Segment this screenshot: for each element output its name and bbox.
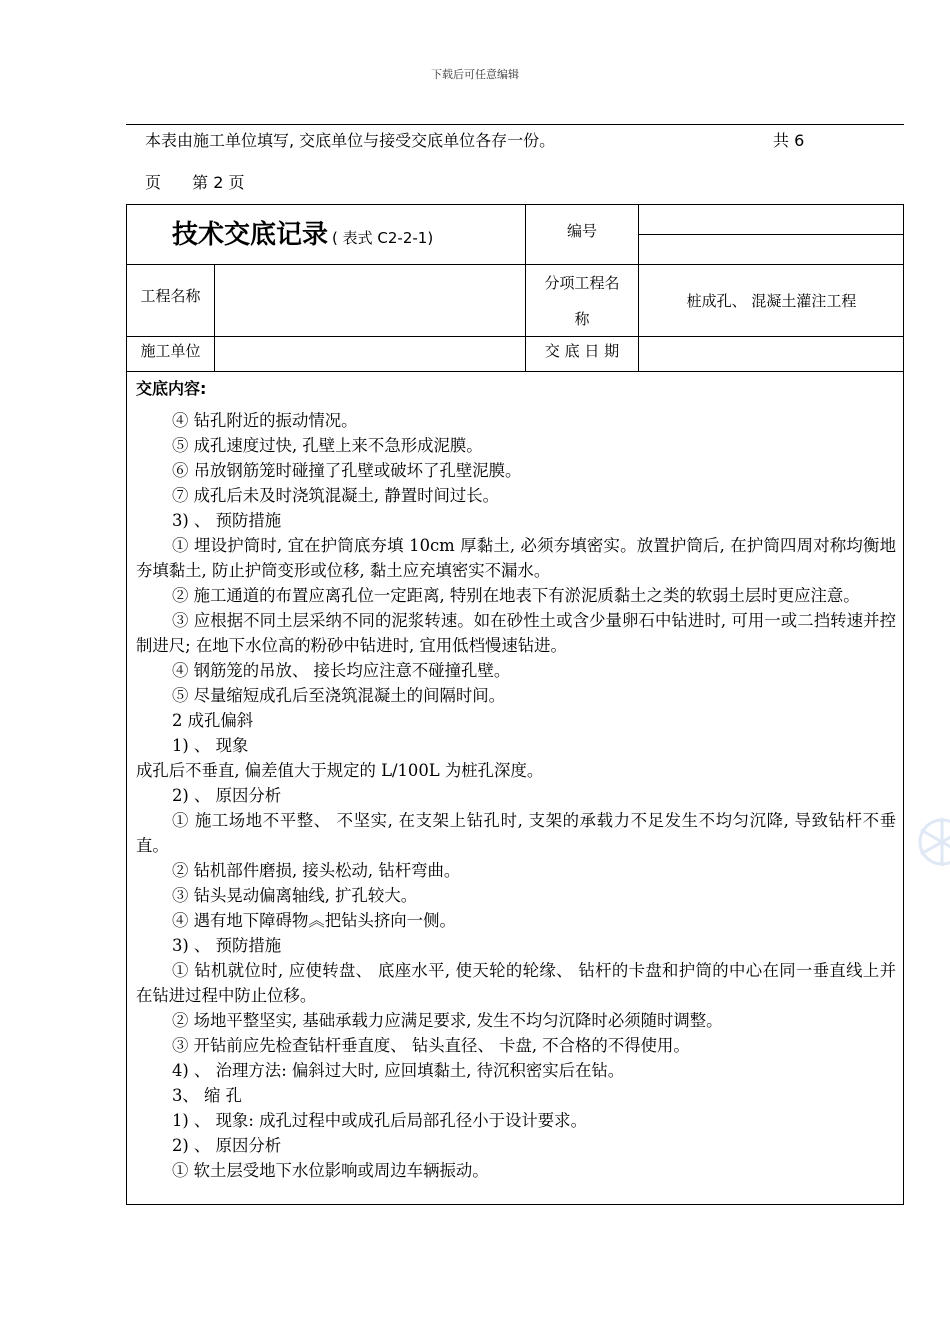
project-name-label: 工程名称 [140,287,201,305]
sub-project-label-line2: 称 [574,309,590,328]
date-label: 交 底 日 期 [544,342,620,360]
construction-unit-label: 施工单位 [140,342,201,360]
content-paragraph: ① 钻机就位时, 应使转盘、 底座水平, 使天轮的轮缘、 钻杆的卡盘和护筒的中心在同一垂直线上并在钻进过程中防止位移。 [136,961,896,1005]
form-title-text: 技术交底记录 [172,220,329,250]
sub-project-label [526,265,638,336]
top-rule [126,124,904,125]
content-paragraph: ② 钻机部件磨损, 接头松动, 钻杆弯曲。 [172,861,461,880]
content-paragraph: ④ 钻孔附近的振动情况。 [172,411,358,430]
content-paragraph: ④ 遇有地下障碍物︽把钻头挤向一侧。 [172,911,456,930]
content-paragraph: 4) 、 治理方法: 偏斜过大时, 应回填黏土, 待沉积密实后在钻。 [172,1061,625,1080]
content-label: 交底内容: [136,379,207,398]
content-paragraph: 3、 缩 孔 [172,1086,243,1105]
page-indicator [145,170,244,193]
content-paragraph: 3) 、 预防措施 [172,511,282,530]
content-paragraph: ① 施工场地不平整、 不坚实, 在支架上钻孔时, 支架的承载力不足发生不均匀沉降, 导致钻杆不垂直。 [136,811,896,855]
content-paragraph: 3) 、 预防措施 [172,936,282,955]
table-rule [638,234,904,235]
content-paragraph: 1) 、 现象: 成孔过程中或成孔后局部孔径小于设计要求。 [172,1111,587,1130]
content-paragraph: ⑤ 成孔速度过快, 孔壁上来不急形成泥膜。 [172,436,483,455]
form-note-text: 本表由施工单位填写, 交底单位与接受交底单位各存一份。 [145,131,556,150]
content-paragraph: ⑦ 成孔后未及时浇筑混凝土, 静置时间过长。 [172,486,500,505]
content-paragraph: 2) 、 原因分析 [172,786,282,805]
content-paragraph: ⑤ 尽量缩短成孔后至浇筑混凝土的间隔时间。 [172,686,506,705]
date-value [639,337,904,371]
content-paragraph: 2 成孔偏斜 [172,711,254,730]
header-note: 下载后可任意编辑 [431,68,519,81]
content-paragraph: ③ 钻头晃动偏离轴线, 扩孔较大。 [172,886,418,905]
watermark-snowflake-icon [912,812,950,872]
content-paragraph: 2) 、 原因分析 [172,1136,282,1155]
content-paragraph: ③ 应根据不同土层采纳不同的泥浆转速。如在砂性土或含少量卵石中钻进时, 可用一或二挡转速并控制进尺; 在地下水位高的粉砂中钻进时, 宜用低档慢速钻进。 [136,611,896,655]
content-paragraph: ⑥ 吊放钢筋笼时碰撞了孔壁或破坏了孔壁泥膜。 [172,461,522,480]
number-value [639,205,904,234]
number-label: 编号 [566,221,597,240]
page-current: 第 2 页 [192,173,245,192]
form-title [172,214,433,251]
project-name-value [215,265,525,336]
content-paragraph: ① 埋设护筒时, 宜在护筒底夯填 10cm 厚黏土, 必须夯填密实。放置护筒后, 在护筒四周对称均衡地夯填黏土, 防止护筒变形或位移, 黏土应充填密实不漏水。 [136,536,896,580]
sub-project-value: 桩成孔、 混凝土灌注工程 [686,292,857,310]
page-word: 页 [145,173,162,192]
pages-total: 共 6 [773,131,805,150]
form-note [145,128,805,151]
sub-project-label-line1: 分项工程名 [544,273,620,292]
content-paragraph: ② 施工通道的布置应离孔位一定距离, 特别在地表下有淤泥质黏土之类的软弱土层时更应注意。 [172,586,860,605]
content-paragraph: 成孔后不垂直, 偏差值大于规定的 L/100L 为桩孔深度。 [136,761,544,780]
content-paragraph: ① 软土层受地下水位影响或周边车辆振动。 [172,1161,489,1180]
content-body [136,408,896,1183]
content-paragraph: ② 场地平整坚实, 基础承载力应满足要求, 发生不均匀沉降时必须随时调整。 [172,1011,723,1030]
form-code: ( 表式 C2-2-1) [332,229,434,247]
construction-unit-value [215,337,525,371]
content-paragraph: ④ 钢筋笼的吊放、 接长均应注意不碰撞孔壁。 [172,661,511,680]
table-rule [126,371,904,372]
content-paragraph: ③ 开钻前应先检查钻杆垂直度、 钻头直径、 卡盘, 不合格的不得使用。 [172,1036,690,1055]
content-paragraph: 1) 、 现象 [172,736,249,755]
